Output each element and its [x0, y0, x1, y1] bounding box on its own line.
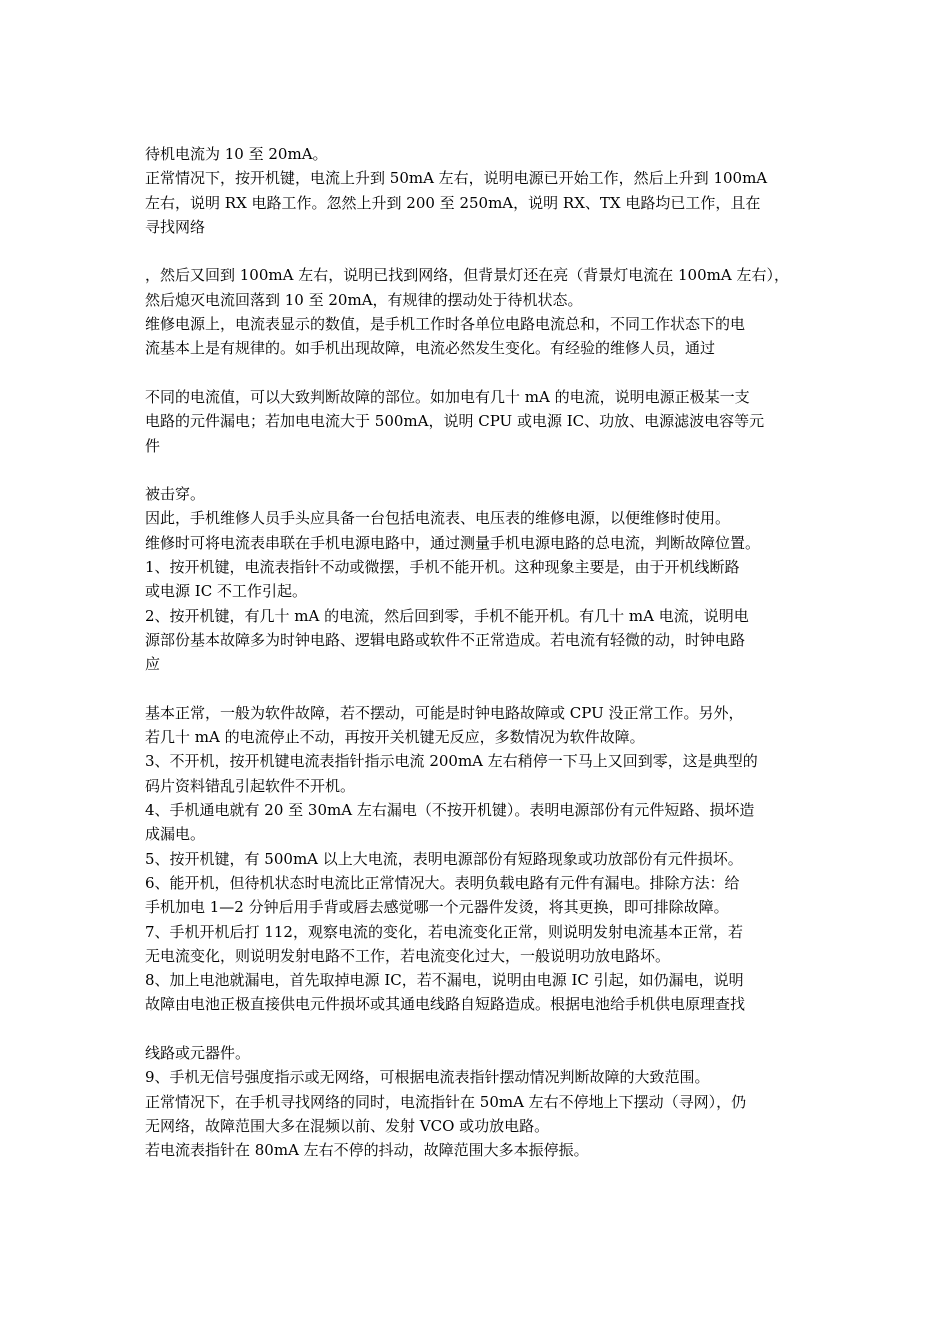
- text-line: 8、加上电池就漏电，首先取掉电源 IC，若不漏电，说明由电源 IC 引起，如仍漏电，说明: [145, 971, 744, 990]
- text-line: 正常情况下，在手机寻找网络的同时，电流指针在 50mA 左右不停地上下摆动（寻网），仍: [145, 1092, 747, 1111]
- text-line: 成漏电。: [145, 825, 206, 844]
- text-line: 因此，手机维修人员手头应具备一台包括电流表、电压表的维修电源，以便维修时使用。: [145, 509, 731, 528]
- text-line: 不同的电流值，可以大致判断故障的部位。如加电有几十 mA 的电流，说明电源正极某一支: [145, 387, 750, 406]
- text-line: 源部份基本故障多为时钟电路、逻辑电路或软件不正常造成。若电流有轻微的动，时钟电路: [145, 630, 746, 649]
- text-line: 维修电源上，电流表显示的数值，是手机工作时各单位电路电流总和，不同工作状态下的电: [145, 315, 746, 334]
- text-line: 维修时可将电流表串联在手机电源电路中，通过测量手机电源电路的总电流，判断故障位置。: [145, 533, 761, 552]
- text-line: 应: [145, 655, 161, 674]
- text-line: 2、按开机键，有几十 mA 的电流，然后回到零，手机不能开机。有几十 mA 电流，说明电: [145, 606, 749, 625]
- text-line: 5、按开机键，有 500mA 以上大电流，表明电源部份有短路现象或功放部份有元件损坏。: [145, 849, 743, 868]
- text-line: 正常情况下，按开机键，电流上升到 50mA 左右，说明电源已开始工作，然后上升到 100mA: [145, 169, 768, 188]
- text-line: 左右，说明 RX 电路工作。忽然上升到 200 至 250mA，说明 RX、TX 电路均已工作，且在: [145, 193, 761, 212]
- text-line: 4、手机通电就有 20 至 30mA 左右漏电（不按开机键）。表明电源部份有元件短路、损坏造: [145, 801, 755, 820]
- text-line: 1、按开机键，电流表指针不动或微摆，手机不能开机。这种现象主要是，由于开机线断路: [145, 558, 740, 577]
- document-body: [145, 142, 809, 1162]
- text-line: 被击穿。: [145, 485, 206, 504]
- text-line: 7、手机开机后打 112，观察电流的变化，若电流变化正常，则说明发射电流基本正常，若: [145, 922, 743, 941]
- blank-line: [145, 239, 809, 263]
- text-line: 9、手机无信号强度指示或无网络，可根据电流表指针摆动情况判断故障的大致范围。: [145, 1068, 710, 1087]
- text-line: 电路的元件漏电；若加电电流大于 500mA，说明 CPU 或电源 IC、功放、电源滤波电容等元: [145, 412, 765, 431]
- text-line: 线路或元器件。: [145, 1043, 251, 1062]
- text-line: 3、不开机，按开机键电流表指针指示电流 200mA 左右稍停一下马上又回到零，这是典型的: [145, 752, 758, 771]
- text-line: 寻找网络: [145, 217, 206, 236]
- text-line: 若几十 mA 的电流停止不动，再按开关机键无反应，多数情况为软件故障。: [145, 728, 645, 747]
- blank-line: [145, 677, 809, 701]
- text-line: 流基本上是有规律的。如手机出现故障，电流必然发生变化。有经验的维修人员，通过: [145, 339, 716, 358]
- blank-line: [145, 458, 809, 482]
- text-line: 若电流表指针在 80mA 左右不停的抖动，故障范围大多本振停振。: [145, 1141, 589, 1160]
- text-line: 然后熄灭电流回落到 10 至 20mA，有规律的摆动处于待机状态。: [145, 290, 583, 309]
- text-line: 基本正常，一般为软件故障，若不摆动，可能是时钟电路故障或 CPU 没正常工作。另外，: [145, 703, 744, 722]
- text-line: 码片资料错乱引起软件不开机。: [145, 776, 356, 795]
- text-line: 手机加电 1—2 分钟后用手背或唇去感觉哪一个元器件发烫，将其更换，即可排除故障。: [145, 898, 729, 917]
- blank-line: [145, 1017, 809, 1041]
- text-line: 无电流变化，则说明发射电路不工作，若电流变化过大，一般说明功放电路坏。: [145, 946, 671, 965]
- text-line: 或电源 IC 不工作引起。: [145, 582, 307, 601]
- text-line: ，然后又回到 100mA 左右，说明已找到网络，但背景灯还在亮（背景灯电流在 100mA 左右），: [145, 266, 789, 285]
- text-line: 6、能开机，但待机状态时电流比正常情况大。表明负载电路有元件有漏电。排除方法：给: [145, 873, 740, 892]
- text-line: 无网络，故障范围大多在混频以前、发射 VCO 或功放电路。: [145, 1116, 550, 1135]
- blank-line: [145, 361, 809, 385]
- text-line: 故障由电池正极直接供电元件损坏或其通电线路自短路造成。根据电池给手机供电原理查找: [145, 995, 746, 1014]
- text-line: 件: [145, 436, 161, 455]
- text-line: 待机电流为 10 至 20mA。: [145, 145, 328, 163]
